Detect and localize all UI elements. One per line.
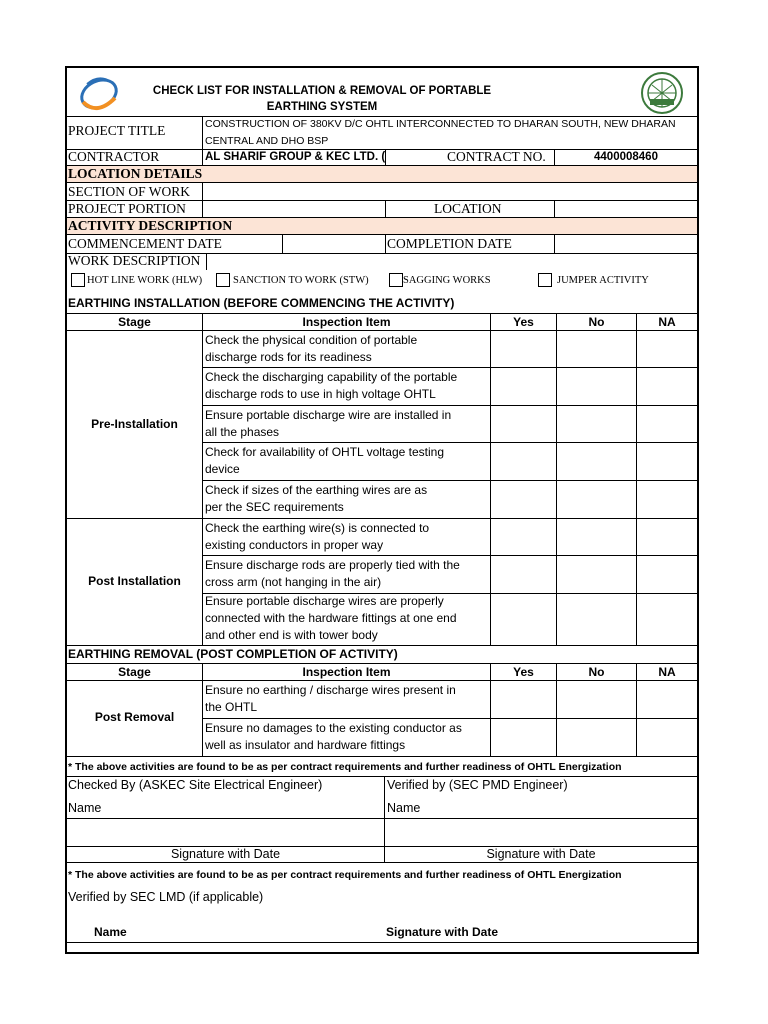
sanction-to-work-label: SANCTION TO WORK (STW) [233, 275, 369, 286]
jumper-activity-checkbox[interactable] [538, 273, 552, 287]
col-yes-header: Yes [513, 315, 534, 329]
post-item-1 [205, 520, 429, 554]
section-of-work-field[interactable] [203, 183, 697, 200]
pre-item-1-line1: Check the physical condition of portable [205, 333, 418, 347]
swoosh-logo-icon [77, 72, 121, 114]
lmd-signature-label: Signature with Date [386, 925, 499, 939]
post-item-3-line2: connected with the hardware fittings at one end [205, 611, 457, 625]
completion-date-field[interactable] [555, 235, 697, 253]
project-title-label: PROJECT TITLE [68, 123, 166, 138]
removal-item-1-line1: Ensure no earthing / discharge wires present in [205, 683, 456, 697]
checked-signature-field[interactable] [67, 819, 384, 845]
compliance-note: * The above activities are found to be as per contract requirements and further readiness of OHTL Energization [68, 761, 622, 773]
work-description-field[interactable] [207, 254, 697, 270]
commencement-date-label: COMMENCEMENT DATE [68, 236, 222, 251]
col-stage-header: Stage [118, 315, 151, 329]
pre-item-5-line2: per the SEC requirements [205, 500, 344, 514]
location-label: LOCATION [434, 201, 502, 216]
compliance-note-2: * The above activities are found to be as per contract requirements and further readiness of OHTL Energization [68, 869, 622, 881]
seal-logo-icon [637, 70, 687, 116]
sanction-to-work-checkbox[interactable] [216, 273, 230, 287]
lmd-name-label: Name [94, 925, 127, 939]
verified-by-label: Verified by (SEC PMD Engineer) [387, 778, 568, 792]
post-item-3-line3: and other end is with tower body [205, 628, 378, 642]
checklist-form [65, 66, 699, 954]
post-item-3-line1: Ensure portable discharge wires are properly [205, 594, 444, 608]
checked-name-label: Name [68, 801, 102, 815]
post-item-2-line1: Ensure discharge rods are properly tied with the [205, 558, 460, 572]
jumper-activity-label: JUMPER ACTIVITY [557, 275, 649, 286]
project-portion-field[interactable] [203, 201, 385, 217]
removal-item-2-line2: well as insulator and hardware fittings [205, 738, 406, 752]
post-item-2 [205, 557, 460, 591]
sagging-works-checkbox[interactable] [389, 273, 403, 287]
sagging-works-label: SAGGING WORKS [403, 275, 491, 286]
verified-signature-field[interactable] [385, 819, 697, 845]
pre-item-4 [205, 444, 444, 478]
pre-item-4-line1: Check for availability of OHTL voltage testing [205, 445, 444, 459]
client-seal-logo [637, 70, 687, 116]
pre-item-3-line1: Ensure portable discharge wire are installed in [205, 408, 452, 422]
post-item-1-line2: existing conductors in proper way [205, 538, 384, 552]
location-field[interactable] [555, 201, 697, 217]
removal-item-1-line2: the OHTL [205, 700, 258, 714]
post-item-2-line2: cross arm (not hanging in the air) [205, 575, 382, 589]
removal-col-stage-header: Stage [118, 665, 151, 679]
col-no-header: No [588, 315, 605, 329]
contractor-value: AL SHARIF GROUP & KEC LTD. ( [205, 151, 385, 163]
commencement-date-field[interactable] [283, 235, 385, 253]
pre-item-5 [205, 482, 427, 516]
pre-item-2 [205, 369, 457, 403]
form-title: CHECK LIST FOR INSTALLATION & REMOVAL OF PORTABLE EARTHING SYSTEM [152, 85, 492, 113]
col-inspection-item-header: Inspection Item [302, 315, 391, 329]
project-portion-label: PROJECT PORTION [68, 201, 186, 216]
section-of-work-label: SECTION OF WORK [68, 184, 191, 199]
checked-by-label: Checked By (ASKEC Site Electrical Engineer) [68, 778, 323, 792]
company-logo [77, 72, 121, 114]
work-description-label: WORK DESCRIPTION [68, 253, 201, 268]
hot-line-work-checkbox[interactable] [71, 273, 85, 287]
project-title-value-line1: CONSTRUCTION OF 380KV D/C OHTL INTERCONNECTED TO DHARAN SOUTH, NEW DHARAN [205, 118, 676, 130]
verified-lmd-label: Verified by SEC LMD (if applicable) [68, 890, 264, 904]
location-details-heading: LOCATION DETAILS [68, 166, 203, 181]
checked-signature-label: Signature with Date [170, 847, 281, 861]
removal-col-item-header: Inspection Item [302, 665, 391, 679]
hot-line-work-label: HOT LINE WORK (HLW) [87, 275, 203, 286]
pre-item-3-line2: all the phases [205, 425, 280, 439]
removal-col-na-header: NA [658, 665, 676, 679]
completion-date-label: COMPLETION DATE [387, 236, 512, 251]
verified-signature-label: Signature with Date [486, 847, 596, 861]
contractor-label: CONTRACTOR [68, 149, 160, 164]
activity-description-heading: ACTIVITY DESCRIPTION [68, 218, 233, 233]
col-na-header: NA [658, 315, 676, 329]
pre-item-3 [205, 407, 451, 441]
removal-col-no-header: No [588, 665, 605, 679]
removal-col-yes-header: Yes [513, 665, 534, 679]
removal-heading: EARTHING REMOVAL (POST COMPLETION OF ACTIVITY) [68, 647, 398, 661]
pre-item-1 [205, 332, 417, 366]
pre-item-2-line2: discharge rods to use in high voltage OHTL [205, 387, 436, 401]
post-installation-stage: Post Installation [88, 574, 181, 588]
installation-heading: EARTHING INSTALLATION (BEFORE COMMENCING THE ACTIVITY) [68, 296, 455, 310]
removal-item-2-line1: Ensure no damages to the existing conductor as [205, 721, 462, 735]
contract-no-value: 4400008460 [594, 151, 658, 163]
post-removal-stage: Post Removal [94, 710, 175, 724]
pre-item-5-line1: Check if sizes of the earthing wires are as [205, 483, 428, 497]
pre-item-1-line2: discharge rods for its readiness [205, 350, 372, 364]
post-item-1-line1: Check the earthing wire(s) is connected to [205, 521, 430, 535]
post-item-3 [205, 593, 457, 644]
contract-no-label: CONTRACT NO. [447, 149, 546, 164]
pre-item-4-line2: device [205, 462, 240, 476]
removal-item-1 [205, 682, 456, 716]
pre-installation-stage: Pre-Installation [91, 417, 178, 431]
removal-item-2 [205, 720, 462, 754]
verified-name-label: Name [387, 801, 421, 815]
pre-item-2-line1: Check the discharging capability of the portable [205, 370, 458, 384]
project-title-value-line2: CENTRAL AND DHO BSP [205, 135, 329, 147]
